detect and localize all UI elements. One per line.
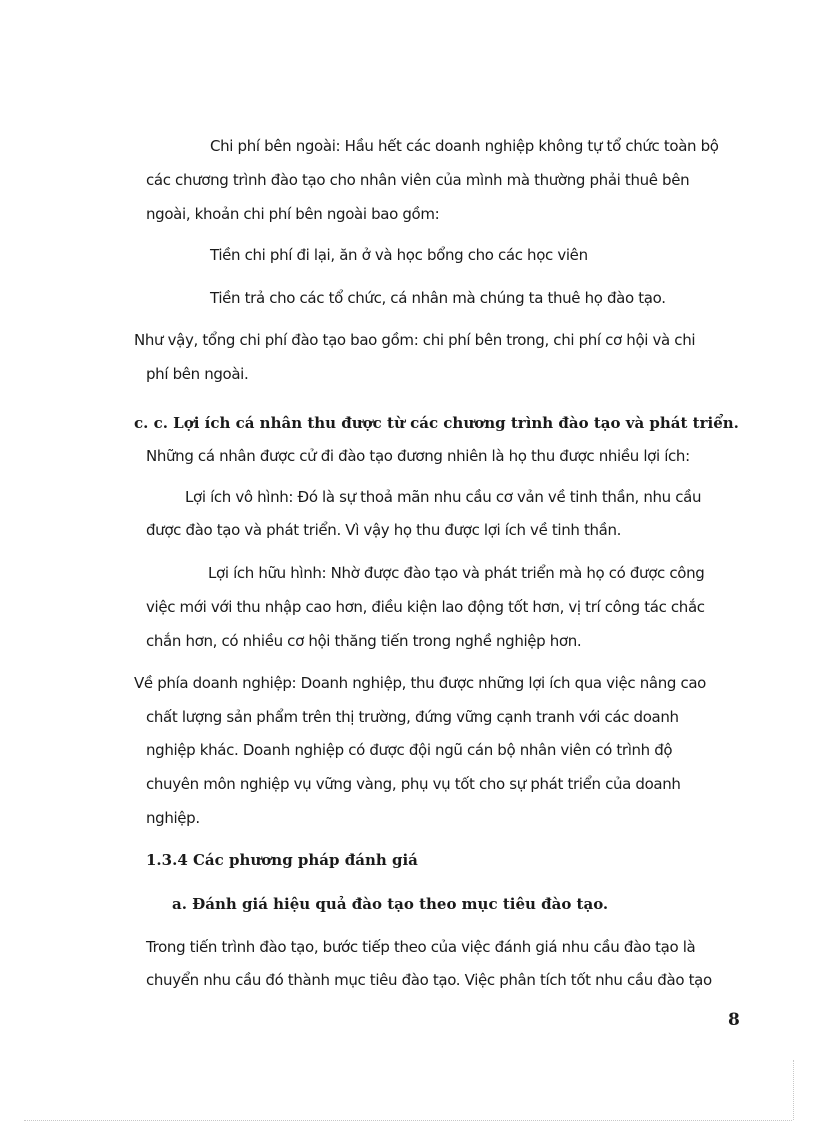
paragraph-line: Tiền chi phí đi lại, ăn ở và học bổng cho các học viên xyxy=(210,246,588,264)
paragraph-line: Tiền trả cho các tổ chức, cá nhân mà chúng ta thuê họ đào tạo. xyxy=(210,289,666,307)
paragraph-line: ngoài, khoản chi phí bên ngoài bao gồm: xyxy=(146,205,440,223)
paragraph-line: Như vậy, tổng chi phí đào tạo bao gồm: chi phí bên trong, chi phí cơ hội và chi xyxy=(134,331,696,349)
paragraph-line: chuyên môn nghiệp vụ vững vàng, phụ vụ tốt cho sự phát triển của doanh xyxy=(146,775,681,793)
paragraph-line: Những cá nhân được cử đi đào tạo đương nhiên là họ thu được nhiều lợi ích: xyxy=(146,447,690,465)
paragraph-line: Về phía doanh nghiệp: Doanh nghiệp, thu được những lợi ích qua việc nâng cao xyxy=(134,674,707,692)
paragraph-line: Trong tiến trình đào tạo, bước tiếp theo của việc đánh giá nhu cầu đào tạo là xyxy=(146,938,696,956)
paragraph-line: việc mới với thu nhập cao hơn, điều kiện lao động tốt hơn, vị trí công tác chắc xyxy=(146,598,705,616)
paragraph-line: Chi phí bên ngoài: Hầu hết các doanh nghiệp không tự tổ chức toàn bộ xyxy=(210,137,719,155)
paragraph-line: chuyển nhu cầu đó thành mục tiêu đào tạo. Việc phân tích tốt nhu cầu đào tạo xyxy=(146,971,712,989)
paragraph-line: các chương trình đào tạo cho nhân viên của mình mà thường phải thuê bên xyxy=(146,171,690,189)
section-heading-a: a. Đánh giá hiệu quả đào tạo theo mục tiêu đào tạo. xyxy=(172,895,609,913)
paragraph-line: Lợi ích vô hình: Đó là sự thoả mãn nhu cầu cơ vản về tinh thần, nhu cầu xyxy=(185,488,702,506)
paragraph-line: Lợi ích hữu hình: Nhờ được đào tạo và phát triển mà họ có được công xyxy=(208,564,705,582)
paragraph-line: chắn hơn, có nhiều cơ hội thăng tiến trong nghề nghiệp hơn. xyxy=(146,632,582,650)
paragraph-line: được đào tạo và phát triển. Vì vậy họ thu được lợi ích về tinh thần. xyxy=(146,521,622,539)
section-heading-c: c. c. Lợi ích cá nhân thu được từ các chương trình đào tạo và phát triển. xyxy=(134,414,739,432)
paragraph-line: nghiệp khác. Doanh nghiệp có được đội ngũ cán bộ nhân viên có trình độ xyxy=(146,741,673,759)
page-number: 8 xyxy=(728,1010,740,1030)
paragraph-line: phí bên ngoài. xyxy=(146,365,249,383)
paragraph-line: nghiệp. xyxy=(146,809,200,827)
page-border-bottom xyxy=(24,1120,792,1121)
page-border-right xyxy=(793,1060,794,1120)
section-heading-1-3-4: 1.3.4 Các phương pháp đánh giá xyxy=(146,851,418,869)
paragraph-line: chất lượng sản phẩm trên thị trường, đứng vững cạnh tranh với các doanh xyxy=(146,708,679,726)
